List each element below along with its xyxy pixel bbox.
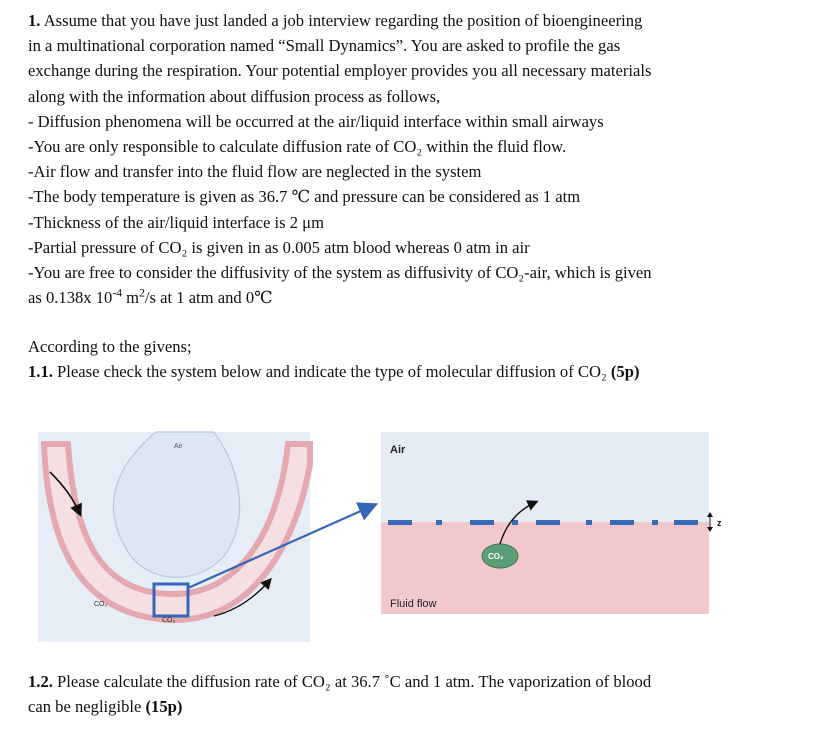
question-text-block [28,8,818,385]
interface-co2-label: CO₂ [488,552,504,561]
given-line-1: - Diffusion phenomena will be occurred at the air/liquid interface within small airways [28,111,604,131]
intro-line-2: in a multinational corporation named “Small Dynamics”. You are asked to profile the gas [28,36,621,56]
fluid-flow-label: Fluid flow [390,598,437,610]
given-line-3: -Air flow and transfer into the fluid flow are neglected in the system [28,162,482,182]
figure-svg [38,424,758,646]
points-badge-2: (15p) [145,697,183,717]
question-1-2-block [28,669,818,719]
intro-line-4: along with the information about diffusion process as follows, [28,86,441,106]
airway-air-label: Air [174,443,183,450]
z-label: z [717,518,722,528]
question-1-2-line-1: 1.2. Please calculate the diffusion rate of CO₂ at 36.7 ˚C and 1 atm. The vaporization of blood [28,672,652,691]
points-badge: (5p) [610,362,640,382]
given-line-7: -You are free to consider the diffusivity of the system as diffusivity of CO₂-air, which is given [28,262,652,282]
question-1-1: 1.1. Please check the system below and indicate the type of molecular diffusion of CO₂ (5p) [28,362,640,382]
question-number: 1. [28,11,41,30]
intro-line-1: 1. Assume that you have just landed a job interview regarding the position of bioengineering [28,11,643,30]
airway-panel [38,432,372,642]
airway-co2-label: CO₂ [94,601,108,608]
interface-air-label: Air [390,444,406,456]
given-line-5: -Thickness of the air/liquid interface is 2 μm [28,212,324,232]
diffusivity-line: as 0.138x $10^{-4}$ $m^2/s$ at 1 atm and 0℃ [28,286,273,308]
zoom-box-co2-label: CO₂ [162,617,176,624]
interface-panel [381,432,722,614]
question-1-2-line-2: can be negligible (15p) [28,697,183,717]
air-region [381,432,709,522]
intro-line-3: exchange during the respiration. Your potential employer provides you all necessary materials [28,61,652,81]
diffusion-figure [38,424,758,646]
given-line-2: -You are only responsible to calculate diffusion rate of CO₂ within the fluid flow. [28,136,567,156]
given-line-6: -Partial pressure of CO₂ is given in as 0.005 atm blood whereas 0 atm in air [28,237,530,257]
given-line-4: -The body temperature is given as 36.7 ℃ and pressure can be considered as 1 atm [28,187,581,207]
according-line: According to the givens; [28,337,192,357]
